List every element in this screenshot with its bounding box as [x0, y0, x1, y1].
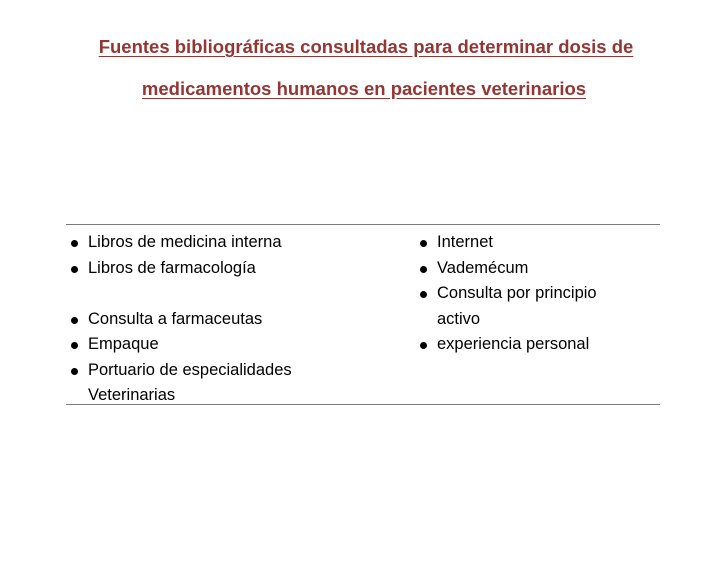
list-item [88, 230, 388, 256]
table-top-border [66, 224, 660, 225]
list-item-label: Libros de medicina interna [88, 233, 282, 251]
list-item [88, 358, 338, 409]
list-item [88, 307, 388, 333]
list-item-label: Empaque [88, 335, 159, 353]
bullet-icon [420, 266, 427, 273]
list-item-label: Consulta por principio activo [437, 284, 597, 328]
table-bottom-border [66, 404, 660, 405]
list-item [437, 332, 647, 358]
document-title-line-2: medicamentos humanos en pacientes veterinarios [141, 78, 587, 99]
list-item [88, 332, 388, 358]
bullet-icon [420, 291, 427, 298]
sources-list-right [437, 230, 647, 358]
document-title-line-1: Fuentes bibliográficas consultadas para determinar dosis de [98, 36, 634, 57]
list-item-label: experiencia personal [437, 335, 590, 353]
sources-list-left [88, 230, 388, 409]
list-item-label: Vademécum [437, 258, 529, 277]
list-item-label: Internet [437, 233, 493, 251]
bullet-icon [71, 342, 78, 349]
bullet-icon [71, 317, 78, 324]
list-item-label: Consulta a farmaceutas [88, 309, 263, 328]
list-item-label: Portuario de especialidades Veterinarias [88, 360, 292, 404]
list-item [437, 230, 647, 256]
list-spacer [88, 281, 388, 307]
bullet-icon [420, 342, 427, 349]
bullet-icon [71, 368, 78, 375]
list-item-label: Libros de farmacología [88, 258, 256, 277]
list-item [437, 256, 647, 282]
list-item [88, 256, 388, 282]
bullet-icon [71, 266, 78, 273]
bullet-icon [71, 240, 78, 247]
list-item [437, 281, 627, 332]
bullet-icon [420, 240, 427, 247]
